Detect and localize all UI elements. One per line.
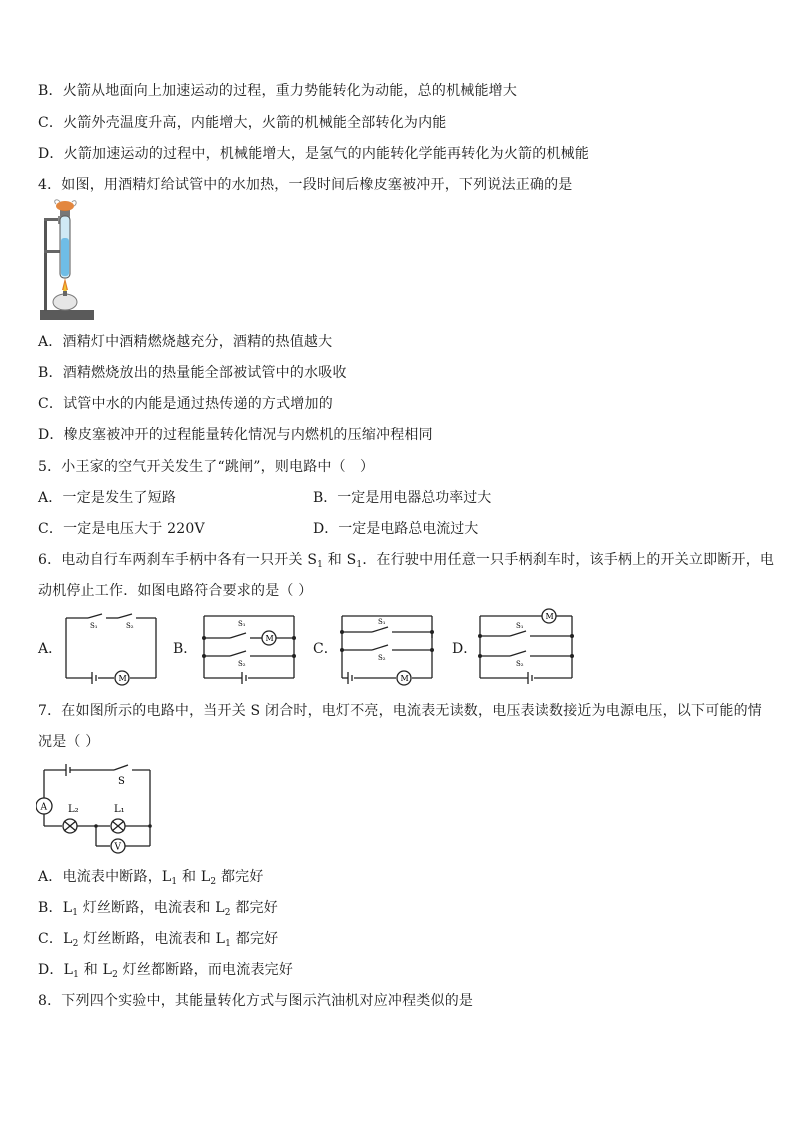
q4-stem: 4．如图，用酒精灯给试管中的水加热，一段时间后橡皮塞被冲开，下列说法正确的是 [38,177,573,193]
svg-text:S: S [118,776,125,787]
q6-circuit-a [62,612,160,688]
q7-stem-line2: 况是（ ） [38,734,100,750]
q8-stem: 8．下列四个实验中，其能量转化方式与图示汽油机对应冲程类似的是 [38,993,474,1009]
svg-text:M: M [265,634,274,643]
svg-text:L₂: L₂ [68,804,79,815]
q6-label-b: B． [173,641,198,657]
q4-option-c: C．试管中水的内能是通过热传递的方式增加的 [38,396,333,412]
q3-option-d: D．火箭加速运动的过程中，机械能增大，是氢气的内能转化学能再转化为火箭的机械能 [38,146,590,162]
svg-text:S₂: S₂ [238,660,246,668]
q5-option-c: C．一定是电压大于 220V [38,521,205,537]
svg-text:S₁: S₁ [378,618,386,626]
q6-label-c: C． [313,641,338,657]
q6-label-d: D． [452,641,478,657]
svg-text:L₁: L₁ [114,804,125,815]
q7-option-d: D．$L_1$ 和 $L_2$ 灯丝都断路，而电流表完好 [38,962,294,980]
q4-option-d: D．橡皮塞被冲开的过程能量转化情况与内燃机的压缩冲程相同 [38,427,433,443]
svg-text:A: A [40,802,47,813]
q7-stem-line1: 7．在如图所示的电路中，当开关 S 闭合时，电灯不亮，电流表无读数，电压表读数接近为电源电压，以下可能的情 [38,703,762,719]
q7-option-b: B．$L_1$ 灯丝断路，电流表和 $L_2$ 都完好 [38,900,278,918]
q7-option-a: A．电流表中断路，$L_1$ 和 $L_2$ 都完好 [38,869,264,887]
svg-text:S₁: S₁ [90,622,98,630]
svg-text:V: V [114,842,121,853]
q4-option-b: B．酒精燃烧放出的热量能全部被试管中的水吸收 [38,365,347,381]
q5-stem: 5．小王家的空气开关发生了“跳闸”，则电路中（ ） [38,459,375,475]
q6-circuit-d [476,604,576,688]
svg-text:S₁: S₁ [516,622,524,630]
q6-stem-line1: 6．电动自行车两刹车手柄中各有一只开关 $S_1$ 和 $S_1$．在行驶中用任意一只手柄刹车时，该手柄上的开关立即断开，电 [38,552,775,570]
q5-option-d: D．一定是电路总电流过大 [313,521,479,537]
q6-circuit-c [338,612,436,688]
q4-option-a: A．酒精灯中酒精燃烧越充分，酒精的热值越大 [38,334,333,350]
svg-text:S₂: S₂ [516,660,524,668]
svg-text:M: M [545,612,554,621]
q7-circuit-figure [36,762,156,858]
q6-circuit-b [200,612,298,688]
q3-option-b: B．火箭从地面向上加速运动的过程，重力势能转化为动能，总的机械能增大 [38,83,518,99]
q6-label-a: A． [38,641,63,657]
svg-text:M: M [400,674,409,683]
alcohol-lamp-test-tube-figure [38,198,98,324]
q5-option-b: B．一定是用电器总功率过大 [313,490,492,506]
svg-text:S₂: S₂ [126,622,134,630]
q7-option-c: C．$L_2$ 灯丝断路，电流表和 $L_1$ 都完好 [38,931,279,949]
svg-text:M: M [118,674,127,683]
svg-text:S₂: S₂ [378,654,386,662]
q3-option-c: C．火箭外壳温度升高，内能增大，火箭的机械能全部转化为内能 [38,115,447,131]
q6-stem-line2: 动机停止工作．如图电路符合要求的是（ ） [38,583,313,599]
q5-option-a: A．一定是发生了短路 [38,490,177,506]
svg-text:S₁: S₁ [238,620,246,628]
